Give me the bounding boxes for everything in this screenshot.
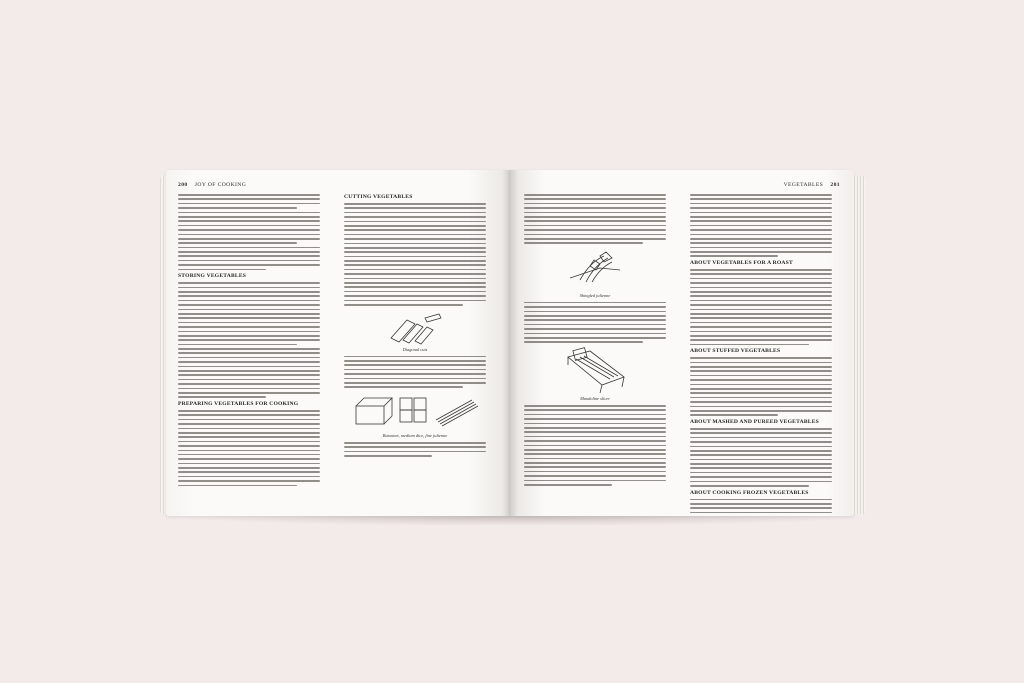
diagonal-cuts-illustration xyxy=(344,310,486,352)
figure-caption: Mandoline slicer xyxy=(580,396,610,401)
right-running-title: VEGETABLES xyxy=(783,182,824,188)
batonnet-drawing xyxy=(350,392,480,432)
left-folio: 200 xyxy=(178,182,188,188)
shingled-julienne-illustration xyxy=(524,248,666,298)
section-heading: ABOUT VEGETABLES FOR A ROAST xyxy=(690,260,793,267)
section-heading: STORING VEGETABLES xyxy=(178,273,247,280)
diagonal-cuts-drawing xyxy=(385,310,445,346)
figure-caption: Diagonal cuts xyxy=(402,346,428,352)
left-page-column-2 xyxy=(344,194,486,459)
left-page xyxy=(166,170,510,516)
left-page-column-1 xyxy=(178,194,320,489)
right-page-column-2 xyxy=(690,194,832,516)
section-heading: PREPARING VEGETABLES FOR COOKING xyxy=(178,400,299,407)
page-edges-right xyxy=(852,176,866,514)
mandoline-illustration xyxy=(524,347,666,401)
right-page-column-1 xyxy=(524,194,666,488)
right-page xyxy=(510,170,854,516)
mandoline-drawing xyxy=(560,347,630,395)
section-heading: ABOUT STUFFED VEGETABLES xyxy=(690,348,781,355)
batonnet-illustration xyxy=(344,392,486,438)
figure-caption: Batonnet, medium dice, fine julienne xyxy=(382,432,448,438)
right-folio: 201 xyxy=(830,182,840,188)
left-running-head xyxy=(178,182,246,188)
section-heading: ABOUT COOKING FROZEN VEGETABLES xyxy=(690,489,809,496)
section-heading: ABOUT MASHED AND PUREED VEGETABLES xyxy=(690,418,819,425)
left-running-title: JOY OF COOKING xyxy=(194,182,247,188)
right-running-head xyxy=(784,182,840,188)
figure-caption: Shingled julienne xyxy=(579,292,611,298)
shingled-julienne-drawing xyxy=(560,248,630,292)
section-heading: CUTTING VEGETABLES xyxy=(344,194,413,200)
book-gutter xyxy=(502,170,518,516)
